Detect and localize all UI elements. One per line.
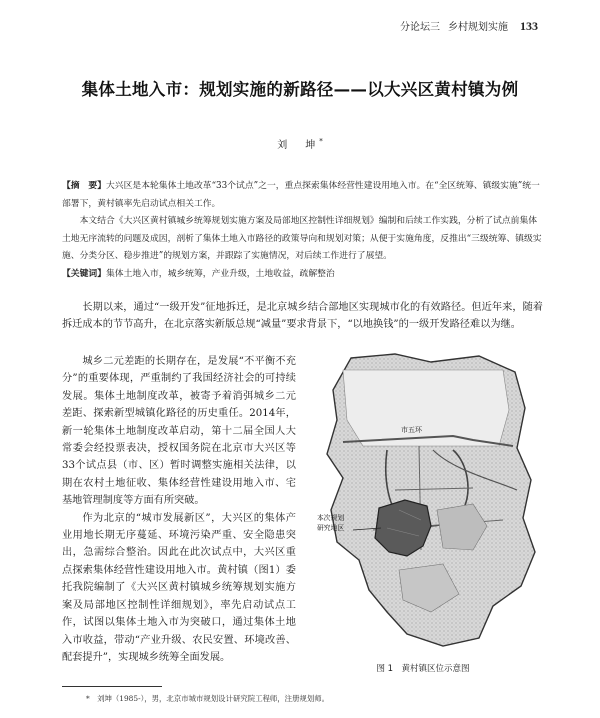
footnote-rule	[62, 686, 162, 687]
location-map-figure	[303, 350, 543, 653]
abstract-para-1	[62, 178, 543, 213]
keywords-text: 集体土地入市，城乡统筹，产业升级，土地收益，疏解整治	[106, 268, 335, 279]
abstract-text-1: 大兴区是本轮集体土地改革“33个试点”之一，重点探索集体经营性建设用地入市。在“全区统筹、镇级实施”统一部署下，黄村镇率先启动试点相关工作。	[62, 181, 540, 209]
author-footnote: * 刘坤（1985-），男，北京市城市规划设计研究院工程师，注册规划师。	[86, 694, 330, 703]
article-title: 集体土地入市：规划实施的新路径——以大兴区黄村镇为例	[81, 80, 519, 99]
running-head-section: 分论坛三	[400, 22, 440, 33]
author-name: 刘 坤	[277, 140, 320, 151]
keywords-label: 【关键词】	[62, 268, 106, 279]
body-paragraph-1: 城乡二元差距的长期存在，是发展“不平衡不充分”的重要体现，严重制约了我国经济社会的可持续发展。集体土地制度改革，被寄予着消弭城乡二元差距、探索新型城镇化路径的历史重任。2014年，新一轮集体土地制度改革启动，第十二届全国人大常委会经投票表决，授权国务院在北京市大兴区等33个试点县（市、区）暂时调整实施相关法律，以期在农村土地征收、集体经营性建设用地入市、宅基地管理制度等方面有所突破。	[62, 356, 296, 507]
abstract-label: 【摘 要】	[62, 181, 106, 191]
body-paragraph-2: 作为北京的“城市发展新区”，大兴区的集体产业用地长期无序蔓延、环境污染严重、安全隐患突出，急需综合整治。因此在此次试点中，大兴区重点探索集体经营性建设用地入市。黄村镇（图1）委托我院编制了《大兴区黄村镇城乡统筹规划实施方案及局部地区控制性详细规划》，率先启动试点工作，试图以集体土地入市为突破口，通过集体土地入市收益，带动“产业升级、农民安置、环境改善、配套提升”，实现城乡统筹全面发展。	[62, 512, 296, 663]
figure-caption: 图 1 黄村镇区位示意图	[376, 664, 470, 674]
page-number: 133	[520, 19, 538, 33]
body-column	[62, 353, 296, 666]
abstract-para-2: 本文结合《大兴区黄村镇城乡统筹规划实施方案及局部地区控制性详细规划》编制和后续工作实践，分析了试点前集体土地无序流转的问题及成因，剖析了集体土地入市路径的政策导向和规划对策；从便于实施角度，反推出“三级统筹、镇级实施、分类分区、稳步推进”的规划方案，并跟踪了实施情况，对后续工作进行了展望。	[62, 216, 542, 261]
urban-core-area	[343, 370, 509, 446]
study-area-label-2: 研究地区	[317, 524, 345, 532]
abstract	[62, 178, 543, 283]
author-line	[0, 136, 600, 151]
running-head-topic: 乡村规划实施	[448, 22, 508, 33]
intro-paragraph: 长期以来，通过“一级开发”征地拆迁，是北京城乡结合部地区实现城市化的有效路径。但近年来，随着拆迁成本的节节高升，在北京落实新版总规“减量”要求背景下，“以地换钱”的一级开发路径难以为继。	[62, 302, 543, 331]
study-area-label-1: 本次规划	[317, 514, 345, 522]
keywords-line	[62, 266, 543, 284]
ring-road-label: 市五环	[401, 426, 422, 434]
running-head	[400, 18, 538, 34]
author-footnote-mark: *	[319, 137, 323, 146]
location-map	[303, 350, 543, 653]
